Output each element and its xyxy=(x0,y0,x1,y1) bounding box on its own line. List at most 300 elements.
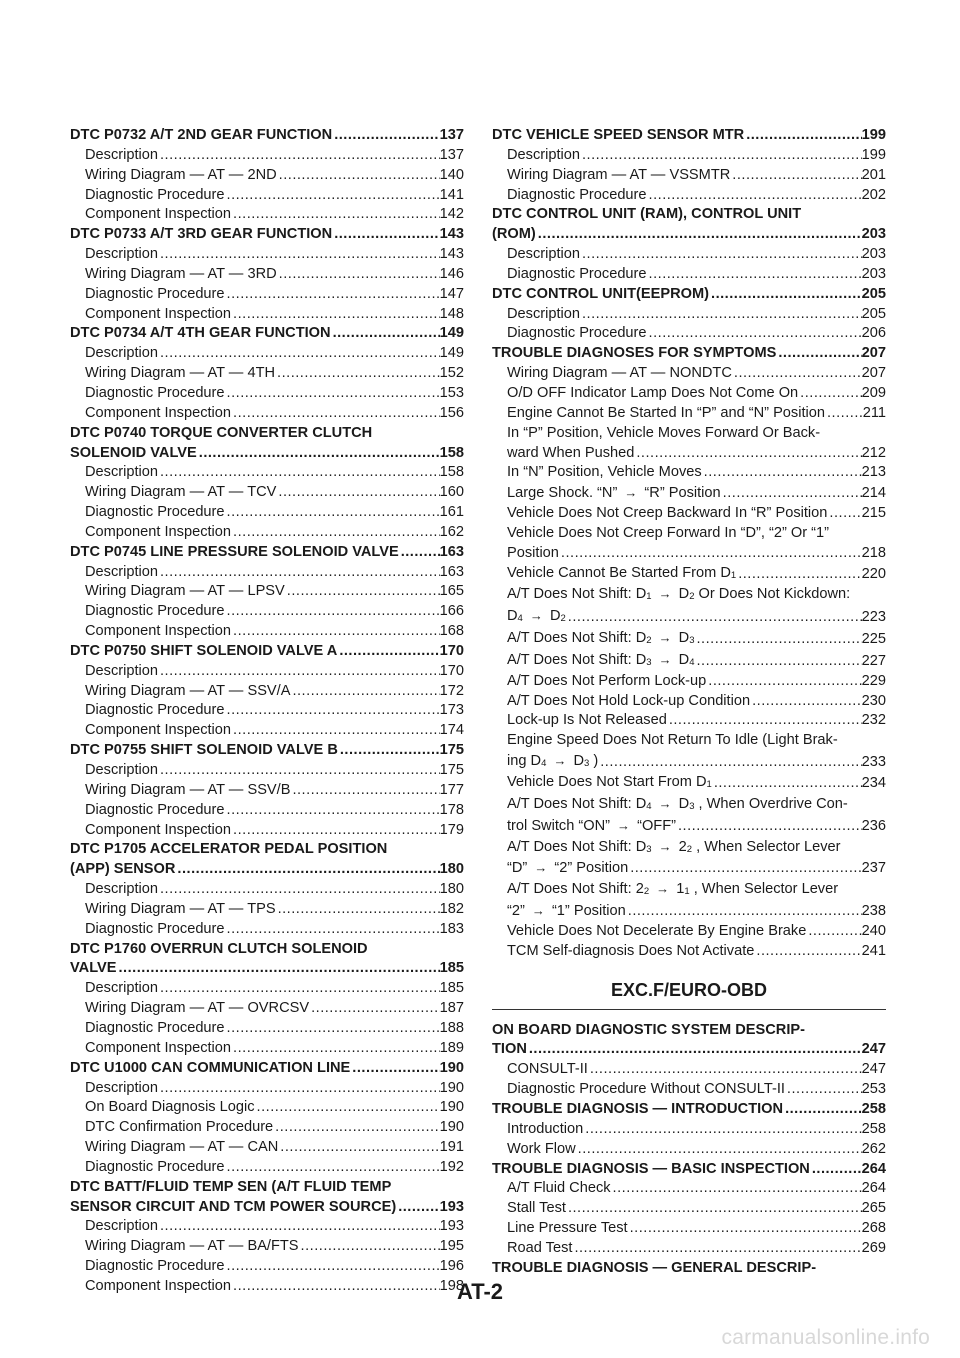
toc-entry-continued-line[interactable] xyxy=(492,584,886,606)
toc-subentry[interactable] xyxy=(492,650,886,672)
toc-subentry[interactable] xyxy=(492,751,886,773)
entry-text: trol Switch “ON” xyxy=(507,817,615,834)
entry-title: TROUBLE DIAGNOSES FOR SYMPTOMS xyxy=(492,345,777,362)
entry-text: 2 xyxy=(674,838,687,855)
dot-leader xyxy=(231,622,440,642)
dot-leader xyxy=(277,166,440,186)
page-ref: 247 xyxy=(861,1041,886,1058)
toc-subentry[interactable] xyxy=(70,1217,464,1237)
page-ref: 147 xyxy=(439,285,464,302)
toc-subentry[interactable] xyxy=(492,711,886,731)
entry-text: A/T Does Not Shift: D xyxy=(507,586,647,603)
toc-subentry[interactable] xyxy=(492,186,886,206)
dot-leader xyxy=(231,1039,440,1059)
entry-text: Or Does Not Kickdown: xyxy=(694,586,851,603)
entry-title: Wiring Diagram — AT — TPS xyxy=(85,900,276,917)
entry-title: Stall Test xyxy=(507,1200,566,1217)
page-ref: 264 xyxy=(861,1160,886,1177)
dot-leader xyxy=(309,999,440,1019)
entry-title: Wiring Diagram — AT — LPSV xyxy=(85,583,285,600)
entry-text: D xyxy=(674,651,690,668)
dot-leader xyxy=(798,384,861,404)
arrow-icon: → xyxy=(531,903,545,919)
dot-leader xyxy=(337,642,439,662)
page-ref: 227 xyxy=(861,652,886,669)
toc-subentry[interactable] xyxy=(70,602,464,622)
page-ref: 158 xyxy=(439,464,464,481)
arrow-icon: → xyxy=(534,860,548,876)
page-ref: 206 xyxy=(861,325,886,342)
toc-subentry[interactable] xyxy=(70,701,464,721)
toc-subentry[interactable] xyxy=(492,1179,886,1199)
toc-subentry[interactable] xyxy=(492,544,886,564)
entry-text: A/T Does Not Shift: 2 xyxy=(507,881,644,898)
page-ref: 192 xyxy=(439,1158,464,1175)
entry-title xyxy=(507,858,628,879)
gear-subscript: 1 xyxy=(706,779,712,790)
page-ref: 187 xyxy=(439,1000,464,1017)
dot-leader xyxy=(750,692,862,712)
toc-subentry[interactable] xyxy=(70,245,464,265)
dot-leader xyxy=(566,608,862,628)
entry-text: “2” Position xyxy=(550,860,629,877)
toc-entry-continued-line[interactable]: DTC P1760 OVERRUN CLUTCH SOLENOID xyxy=(70,940,368,957)
dot-leader xyxy=(158,1217,440,1237)
dot-leader xyxy=(399,543,440,563)
toc-section-entry[interactable] xyxy=(70,860,464,880)
dot-leader xyxy=(721,484,862,504)
toc-subentry[interactable] xyxy=(492,245,886,265)
entry-title: Diagnostic Procedure xyxy=(85,186,225,203)
dot-leader xyxy=(225,602,440,622)
toc-subentry[interactable] xyxy=(70,880,464,900)
toc-section-entry[interactable] xyxy=(492,126,886,146)
toc-subentry[interactable] xyxy=(70,503,464,523)
entry-title: Engine Cannot Be Started In “P” and “N” Position xyxy=(507,404,825,421)
entry-title xyxy=(507,483,721,504)
entry-title: Description xyxy=(85,980,158,997)
dot-leader xyxy=(634,444,861,464)
gear-subscript: 1 xyxy=(646,591,652,603)
page-ref: 153 xyxy=(439,384,464,401)
entry-title: DTC Confirmation Procedure xyxy=(85,1119,274,1136)
arrow-icon: → xyxy=(658,630,672,646)
toc-subentry[interactable] xyxy=(492,901,886,922)
arrow-icon: → xyxy=(658,651,672,667)
page-ref: 269 xyxy=(861,1239,886,1256)
toc-subentry[interactable] xyxy=(492,1140,886,1160)
toc-entry-continued-line[interactable]: DTC P0740 TORQUE CONVERTER CLUTCH xyxy=(70,424,373,441)
toc-subentry[interactable] xyxy=(492,444,886,464)
toc-list-right-2 xyxy=(492,1021,886,1279)
toc-entry-continued-line[interactable] xyxy=(492,794,886,816)
toc-subentry[interactable] xyxy=(70,801,464,821)
toc-section-entry[interactable] xyxy=(492,344,886,364)
toc-subentry[interactable] xyxy=(70,265,464,285)
toc-subentry[interactable] xyxy=(492,305,886,325)
entry-title: Wiring Diagram — AT — SSV/A xyxy=(85,682,291,699)
page-ref: 229 xyxy=(861,672,886,689)
entry-title: Wiring Diagram — AT — BA/FTS xyxy=(85,1238,299,1255)
page-ref: 189 xyxy=(439,1039,464,1056)
page-ref: 190 xyxy=(439,1079,464,1096)
section-heading: EXC.F/EURO-OBD xyxy=(492,980,886,1010)
gear-subscript: 3 xyxy=(646,843,652,855)
toc-subentry[interactable] xyxy=(70,463,464,483)
toc-section-entry[interactable] xyxy=(70,741,464,761)
dot-leader xyxy=(628,1219,862,1239)
dot-leader xyxy=(158,563,440,583)
toc-section-entry[interactable] xyxy=(492,1040,886,1060)
arrow-icon: → xyxy=(658,795,672,811)
toc-subentry[interactable] xyxy=(492,384,886,404)
toc-section-entry[interactable] xyxy=(492,285,886,305)
toc-subentry[interactable] xyxy=(70,1158,464,1178)
page-ref: 178 xyxy=(439,801,464,818)
entry-title: TROUBLE DIAGNOSIS — BASIC INSPECTION xyxy=(492,1160,810,1177)
page-ref: 158 xyxy=(439,444,464,461)
entry-title: Description xyxy=(85,662,158,679)
toc-entry-continued-line[interactable] xyxy=(492,879,886,901)
entry-title: Description xyxy=(85,246,158,263)
page-ref: 180 xyxy=(439,881,464,898)
toc-subentry[interactable] xyxy=(70,682,464,702)
toc-section-entry[interactable] xyxy=(70,642,464,662)
dot-leader xyxy=(332,225,439,245)
gear-subscript: 3 xyxy=(646,656,652,668)
entry-text: A/T Does Not Shift: D xyxy=(507,651,647,668)
entry-title: Wiring Diagram — AT — CAN xyxy=(85,1139,279,1156)
dot-leader xyxy=(275,364,440,384)
dot-leader xyxy=(225,285,440,305)
toc-subentry[interactable] xyxy=(492,1060,886,1080)
toc-subentry[interactable] xyxy=(492,265,886,285)
gear-subscript: 2 xyxy=(646,635,652,647)
toc-subentry[interactable] xyxy=(70,999,464,1019)
dot-leader xyxy=(332,126,439,146)
entry-title: Diagnostic Procedure xyxy=(507,325,647,342)
dot-leader xyxy=(197,444,440,464)
toc-subentry[interactable] xyxy=(70,344,464,364)
toc-subentry[interactable] xyxy=(70,781,464,801)
toc-section-entry[interactable] xyxy=(492,225,886,245)
toc-subentry[interactable] xyxy=(70,404,464,424)
entry-title: Wiring Diagram — AT — TCV xyxy=(85,484,277,501)
entry-title: Vehicle Does Not Decelerate By Engine Brake xyxy=(507,922,807,939)
page-ref: 207 xyxy=(861,365,886,382)
toc-subentry[interactable] xyxy=(70,166,464,186)
dot-leader xyxy=(158,245,440,265)
page-ref: 223 xyxy=(861,609,886,626)
toc-subentry[interactable] xyxy=(70,1039,464,1059)
entry-title: DTC P0755 SHIFT SOLENOID VALVE B xyxy=(70,742,338,759)
entry-title: DTC CONTROL UNIT(EEPROM) xyxy=(492,285,710,302)
entry-text xyxy=(652,652,656,668)
page-ref: 166 xyxy=(439,603,464,620)
toc-entry-continued-line[interactable]: DTC BATT/FLUID TEMP SEN (A/T FLUID TEMP xyxy=(70,1178,392,1195)
toc-subentry[interactable] xyxy=(70,761,464,781)
page-ref: 202 xyxy=(861,186,886,203)
page-ref: 170 xyxy=(439,662,464,679)
toc-subentry[interactable] xyxy=(492,1080,886,1100)
page-ref: 265 xyxy=(861,1200,886,1217)
toc-subentry[interactable] xyxy=(492,364,886,384)
toc-subentry[interactable] xyxy=(70,1098,464,1118)
entry-title: TROUBLE DIAGNOSIS — GENERAL DESCRIP- xyxy=(492,1259,817,1276)
dot-leader xyxy=(827,504,861,524)
dot-leader xyxy=(276,900,440,920)
toc-subentry[interactable] xyxy=(492,483,886,504)
page-ref: 148 xyxy=(439,305,464,322)
entry-title: Lock-up Is Not Released xyxy=(507,712,667,729)
entry-title: Wiring Diagram — AT — VSSMTR xyxy=(507,166,731,183)
entry-title: Introduction xyxy=(507,1120,584,1137)
toc-subentry[interactable] xyxy=(70,483,464,503)
entry-title: TION xyxy=(492,1041,527,1058)
entry-title: VALVE xyxy=(70,960,117,977)
toc-subentry[interactable] xyxy=(492,1199,886,1219)
toc-section-entry[interactable] xyxy=(70,225,464,245)
toc-section-entry[interactable] xyxy=(70,126,464,146)
entry-title xyxy=(507,628,694,650)
entry-text: “1” Position xyxy=(547,903,626,920)
toc-subentry[interactable] xyxy=(492,672,886,692)
toc-subentry[interactable] xyxy=(492,773,886,794)
arrow-icon: → xyxy=(553,753,567,769)
toc-subentry[interactable] xyxy=(70,384,464,404)
toc-subentry[interactable] xyxy=(70,622,464,642)
toc-subentry[interactable] xyxy=(492,692,886,712)
page-ref: 232 xyxy=(861,712,886,729)
entry-title: (ROM) xyxy=(492,226,536,243)
page-ref: 215 xyxy=(861,505,886,522)
page-ref: 168 xyxy=(439,623,464,640)
toc-subentry[interactable] xyxy=(492,1120,886,1140)
dot-leader xyxy=(566,1199,862,1219)
toc-subentry[interactable] xyxy=(70,1237,464,1257)
arrow-icon: → xyxy=(529,608,543,624)
toc-section-entry[interactable] xyxy=(70,1059,464,1079)
dot-leader xyxy=(396,1198,439,1218)
page-ref: 198 xyxy=(439,1277,464,1294)
dot-leader xyxy=(117,959,440,979)
toc-subentry[interactable] xyxy=(492,324,886,344)
toc-right-column xyxy=(492,126,886,1279)
toc-subentry[interactable] xyxy=(70,1118,464,1138)
entry-title: Wiring Diagram — AT — NONDTC xyxy=(507,365,732,382)
toc-subentry[interactable] xyxy=(492,404,886,424)
entry-text: A/T Does Not Shift: D xyxy=(507,838,647,855)
dot-leader xyxy=(225,920,440,940)
entry-title: Position xyxy=(507,544,559,561)
toc-section-entry[interactable] xyxy=(492,1259,886,1279)
toc-section-entry[interactable] xyxy=(70,543,464,563)
dot-leader xyxy=(785,1080,862,1100)
toc-subentry[interactable] xyxy=(70,721,464,741)
toc-subentry[interactable] xyxy=(70,662,464,682)
toc-left-column xyxy=(70,126,464,1297)
toc-section-entry[interactable] xyxy=(492,1160,886,1180)
toc-subentry[interactable] xyxy=(70,186,464,206)
entry-title: Diagnostic Procedure xyxy=(507,186,647,203)
toc-subentry[interactable] xyxy=(70,523,464,543)
page-ref: 191 xyxy=(439,1139,464,1156)
toc-subentry[interactable] xyxy=(492,504,886,524)
dot-leader xyxy=(175,860,439,880)
toc-subentry[interactable] xyxy=(492,564,886,585)
dot-leader xyxy=(350,1059,439,1079)
dot-leader xyxy=(231,404,440,424)
page-ref: 225 xyxy=(861,631,886,648)
page-ref: 182 xyxy=(439,900,464,917)
page-ref: 143 xyxy=(439,246,464,263)
toc-subentry[interactable] xyxy=(70,563,464,583)
dot-leader xyxy=(776,344,861,364)
toc-entry-continued-line[interactable]: In “P” Position, Vehicle Moves Forward Or Back- xyxy=(507,424,821,441)
toc-subentry[interactable] xyxy=(492,463,886,483)
toc-subentry[interactable] xyxy=(70,1257,464,1277)
entry-title: Component Inspection xyxy=(85,523,232,540)
entry-title: Component Inspection xyxy=(85,404,232,421)
toc-subentry[interactable] xyxy=(492,628,886,650)
toc-section-entry[interactable] xyxy=(70,444,464,464)
dot-leader xyxy=(276,483,439,503)
toc-entry-continued-line[interactable]: DTC CONTROL UNIT (RAM), CONTROL UNIT xyxy=(492,206,802,223)
toc-entry-continued-line[interactable] xyxy=(492,731,886,751)
dot-leader xyxy=(736,565,861,585)
toc-subentry[interactable] xyxy=(70,1138,464,1158)
entry-title: TCM Self-diagnosis Does Not Activate xyxy=(507,942,755,959)
toc-subentry[interactable] xyxy=(70,1079,464,1099)
page-ref: 179 xyxy=(439,821,464,838)
toc-entry-continued-line[interactable] xyxy=(492,837,886,859)
entry-title: Description xyxy=(507,305,580,322)
dot-leader xyxy=(559,544,862,564)
page-ref: 149 xyxy=(439,325,464,342)
toc-subentry[interactable] xyxy=(492,1219,886,1239)
dot-leader xyxy=(611,1179,862,1199)
page-ref: 241 xyxy=(861,942,886,959)
toc-subentry[interactable] xyxy=(70,979,464,999)
entry-text: , When Selector Lever xyxy=(689,881,839,898)
entry-title: Work Flow xyxy=(507,1140,576,1157)
dot-leader xyxy=(290,781,439,801)
dot-leader xyxy=(754,942,861,962)
entry-title: O/D OFF Indicator Lamp Does Not Come On xyxy=(507,384,799,401)
toc-subentry[interactable] xyxy=(492,146,886,166)
toc-subentry[interactable] xyxy=(70,305,464,325)
entry-title: Component Inspection xyxy=(85,623,232,640)
toc-subentry[interactable] xyxy=(492,922,886,942)
entry-text: Vehicle Does Not Start From D xyxy=(507,774,707,790)
page-ref: 262 xyxy=(861,1140,886,1157)
toc-subentry[interactable] xyxy=(70,821,464,841)
dot-leader xyxy=(225,1019,440,1039)
toc-subentry[interactable] xyxy=(70,582,464,602)
dot-leader xyxy=(806,922,861,942)
dot-leader xyxy=(702,463,862,483)
entry-text: “OFF” xyxy=(633,817,676,834)
gear-subscript: 1 xyxy=(684,886,690,898)
toc-section-entry[interactable] xyxy=(492,1100,886,1120)
toc-subentry[interactable] xyxy=(492,166,886,186)
page-ref: 190 xyxy=(439,1119,464,1136)
page-ref: 220 xyxy=(861,565,886,582)
dot-leader xyxy=(709,285,862,305)
toc-subentry[interactable] xyxy=(70,364,464,384)
dot-leader xyxy=(580,305,862,325)
toc-subentry[interactable] xyxy=(70,920,464,940)
gear-subscript: 4 xyxy=(689,656,695,668)
entry-text: ) xyxy=(589,753,599,770)
entry-title: Component Inspection xyxy=(85,206,232,223)
dot-leader xyxy=(158,146,440,166)
dot-leader xyxy=(225,186,440,206)
toc-entry-continued-line[interactable]: ON BOARD DIAGNOSTIC SYSTEM DESCRIP- xyxy=(492,1021,805,1038)
entry-title: Wiring Diagram — AT — OVRCSV xyxy=(85,1000,310,1017)
page-ref: 190 xyxy=(439,1099,464,1116)
toc-subentry[interactable] xyxy=(70,146,464,166)
page-ref: 149 xyxy=(439,345,464,362)
dot-leader xyxy=(231,205,440,225)
toc-subentry[interactable] xyxy=(70,1019,464,1039)
entry-title: Diagnostic Procedure xyxy=(85,1258,225,1275)
toc-subentry[interactable] xyxy=(492,1239,886,1259)
toc-subentry[interactable] xyxy=(70,285,464,305)
entry-title: Description xyxy=(85,1218,158,1235)
entry-title xyxy=(507,606,566,628)
toc-section-entry[interactable] xyxy=(70,324,464,344)
dot-leader xyxy=(299,1237,440,1257)
entry-title: Description xyxy=(85,881,158,898)
gear-subscript: 3 xyxy=(689,800,695,812)
entry-title: Diagnostic Procedure xyxy=(85,603,225,620)
page-ref: 162 xyxy=(439,523,464,540)
entry-text: D xyxy=(569,753,585,770)
entry-text: “R” Position xyxy=(640,485,721,502)
page-ref: 156 xyxy=(439,404,464,421)
toc-entry-continued-line[interactable]: DTC P1705 ACCELERATOR PEDAL POSITION xyxy=(70,841,388,858)
toc-section-entry[interactable] xyxy=(70,1198,464,1218)
dot-leader xyxy=(225,1158,440,1178)
entry-text: Vehicle Cannot Be Started From D xyxy=(507,564,731,581)
toc-subentry[interactable] xyxy=(492,858,886,879)
dot-leader xyxy=(732,364,862,384)
dot-leader xyxy=(706,672,861,692)
page-ref: 190 xyxy=(439,1059,464,1076)
page-ref: 161 xyxy=(439,504,464,521)
entry-title: (APP) SENSOR xyxy=(70,861,176,878)
dot-leader xyxy=(647,324,862,344)
toc-entry-continued-line[interactable]: Vehicle Does Not Creep Forward In “D”, “2” Or “1” xyxy=(507,524,829,541)
toc-subentry[interactable] xyxy=(492,606,886,628)
entry-text: D xyxy=(545,608,561,625)
entry-title: DTC P0745 LINE PRESSURE SOLENOID VALVE xyxy=(70,543,399,560)
entry-title: ward When Pushed xyxy=(507,444,635,461)
entry-title xyxy=(507,564,736,585)
toc-subentry[interactable] xyxy=(492,816,886,837)
toc-subentry[interactable] xyxy=(70,900,464,920)
toc-subentry[interactable] xyxy=(70,205,464,225)
entry-title: Component Inspection xyxy=(85,821,232,838)
dot-leader xyxy=(647,265,862,285)
entry-text: ing D xyxy=(507,753,542,770)
page-ref: 177 xyxy=(439,781,464,798)
toc-subentry[interactable] xyxy=(492,942,886,962)
page-ref: 234 xyxy=(861,775,886,791)
page-ref: 209 xyxy=(861,384,886,401)
toc-section-entry[interactable] xyxy=(70,959,464,979)
